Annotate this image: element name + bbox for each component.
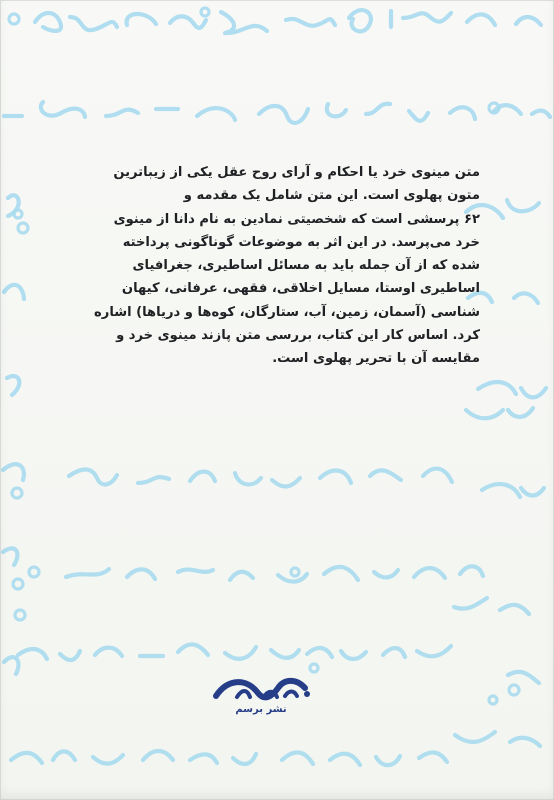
background-script-mark — [35, 10, 541, 33]
background-script-mark — [3, 195, 24, 674]
background-script-mark — [4, 102, 550, 123]
background-script-dot — [310, 664, 318, 672]
background-script-dot — [14, 210, 22, 218]
book-description-paragraph — [76, 161, 480, 371]
description-line: متون پهلوی است. این متن شامل یک مقدمه و — [183, 188, 480, 204]
background-script-mark — [69, 469, 452, 487]
description-line: متن مینوی خرد یا احکام و آرای روح عقل یکی از زیباترین — [113, 165, 480, 180]
description-line: شناسی (آسمان، زمین، آب، ستارگان، کوه‌ها و دریاها) اشاره — [94, 304, 480, 320]
background-script-dot — [9, 14, 19, 24]
background-script-dot — [12, 488, 22, 498]
publisher-name: نشر برسم — [235, 704, 287, 715]
publisher-mark — [210, 676, 312, 736]
description-line: ۶۲ پرسشی است که شخصیتی نمادین به نام دانا از مینوی — [113, 211, 480, 227]
description-line: کرد. اساس کار این کتاب، بررسی متن پازند مینوی خرد و — [116, 328, 480, 344]
background-script-mark — [11, 751, 447, 765]
background-script-dot — [291, 568, 299, 576]
background-script-dot — [18, 223, 28, 233]
background-script-dot — [15, 610, 25, 620]
description-line: خرد می‌پرسد. در این اثر به موضوعات گوناگونی پرداخته — [122, 234, 480, 250]
publisher-logo — [211, 676, 311, 702]
background-script-mark — [66, 566, 483, 581]
background-script-dot — [489, 696, 497, 704]
background-script-dot — [201, 8, 209, 16]
description-line: اساطیری اوستا، مسایل اخلاقی، فقهی، عرفانی، کیهان — [121, 281, 480, 297]
background-script-dot — [509, 685, 519, 695]
background-script-dot — [13, 579, 23, 589]
background-script-mark — [18, 644, 451, 660]
description-line: مقایسه آن با تحریر پهلوی است. — [272, 351, 480, 367]
description-line: شده که از آن جمله باید به مسائل اساطیری، جغرافیای — [132, 258, 480, 274]
background-script-dot — [29, 567, 39, 577]
